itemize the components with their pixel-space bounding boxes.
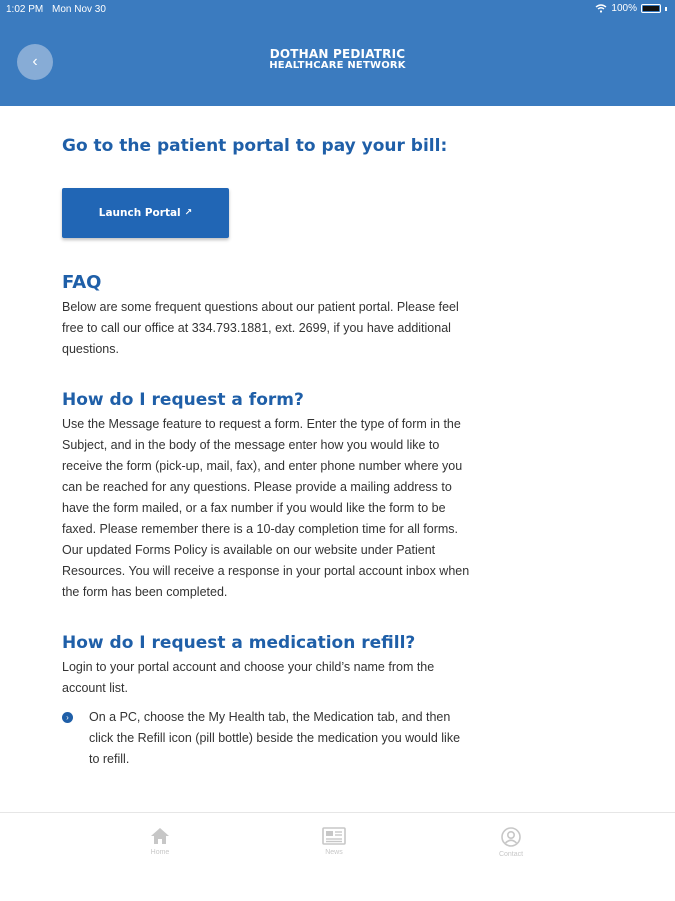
form-section-title: How do I request a form? (62, 390, 304, 410)
battery-percent: 100% (611, 3, 637, 14)
launch-portal-button[interactable] (62, 188, 229, 238)
list-item (62, 707, 472, 770)
refill-section-body: Login to your portal account and choose your child’s name from the account list. (62, 660, 435, 695)
faq-title: FAQ (62, 272, 102, 293)
tab-home[interactable] (120, 827, 200, 856)
battery-icon (641, 4, 661, 13)
status-date: Mon Nov 30 (52, 4, 106, 15)
tab-home-label: Home (150, 849, 170, 856)
newspaper-icon (322, 827, 346, 845)
status-bar (0, 0, 675, 20)
home-icon (150, 827, 170, 845)
battery-cap (665, 7, 667, 11)
status-time: 1:02 PM (6, 4, 44, 15)
user-circle-icon (501, 827, 521, 847)
tab-news[interactable] (294, 827, 374, 856)
main-content (62, 106, 472, 770)
refill-section-title: How do I request a medication refill? (62, 633, 416, 653)
chevron-left-icon: ‹ (32, 53, 38, 70)
tab-contact[interactable] (471, 827, 551, 858)
launch-portal-label: Launch Portal (98, 207, 181, 219)
brand-logo-text (0, 49, 675, 71)
status-right (595, 3, 667, 14)
refill-bullet-text: On a PC, choose the My Health tab, the Medication tab, and then click the Refill icon (pill bottle) beside the medication you would like to refill. (89, 710, 461, 766)
app-header (0, 20, 675, 106)
tab-news-label: News (325, 849, 343, 856)
brand-line1: DOTHAN PEDIATRIC (269, 47, 406, 61)
faq-intro: Below are some frequent questions about our patient portal. Please feel free to call our office at 334.793.1881, ext. 2699, if you have additional questions. (62, 300, 459, 356)
external-link-icon: ↗ (184, 208, 193, 218)
form-section-body: Use the Message feature to request a form. Enter the type of form in the Subject, and in the body of the message enter how you would like to receive the form (pick-up, mail, fax), and enter phone number where you can be reached for any questions. Please provide a mailing address to have the form mailed, or a fax number if you would like the form to be faxed. Please remember there is a 10-day completion time for all forms. Our updated Forms Policy is available on our website under Patient Resources. You will receive a response in your portal account inbox when the form has been completed. (62, 417, 470, 599)
bottom-tab-bar (0, 812, 675, 901)
brand-line2: HEALTHCARE NETWORK (269, 60, 406, 71)
wifi-icon (595, 4, 607, 13)
chevron-right-circle-icon: › (62, 712, 73, 723)
portal-title: Go to the patient portal to pay your bill: (62, 136, 448, 156)
tab-contact-label: Contact (498, 851, 524, 858)
